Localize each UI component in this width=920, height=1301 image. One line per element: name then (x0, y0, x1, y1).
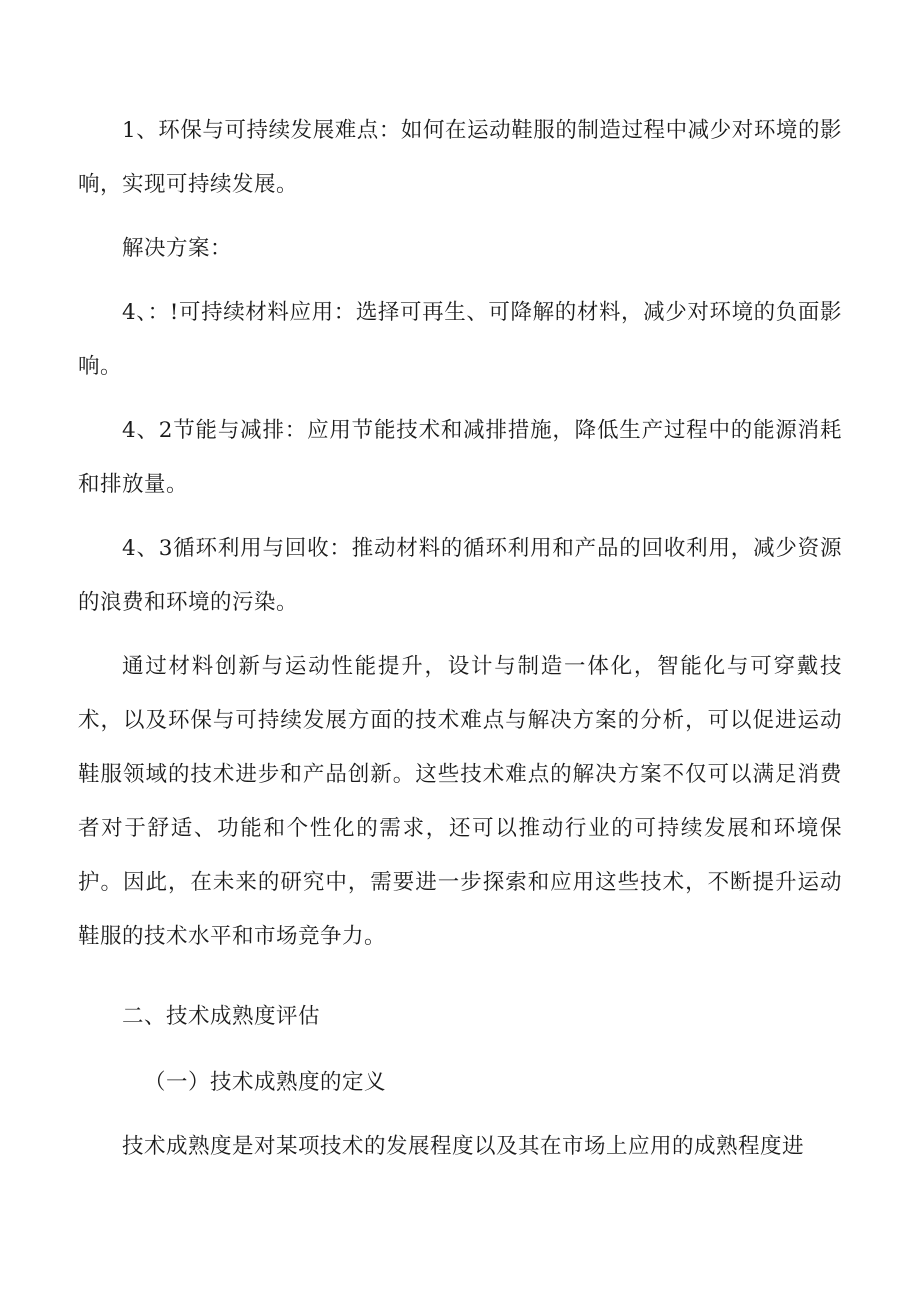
section-heading-tech-maturity: 二、技术成熟度评估 (122, 1004, 321, 1029)
paragraph-sustainable-materials: 4、：!可持续材料应用：选择可再生、可降解的材料，减少对环境的负面影响。 (78, 300, 842, 379)
paragraph-recycling: 4、3循环利用与回收：推动材料的循环利用和产品的回收利用，减少资源的浪费和环境的污染。 (78, 536, 842, 615)
paragraph-solution-label: 解决方案： (122, 236, 233, 261)
paragraph-definition: 技术成熟度是对某项技术的发展程度以及其在市场上应用的成熟程度进 (122, 1134, 805, 1159)
paragraph-env-difficulty: 1、环保与可持续发展难点：如何在运动鞋服的制造过程中减少对环境的影响，实现可持续发展。 (78, 118, 842, 197)
paragraph-energy-saving: 4、2节能与减排：应用节能技术和减排措施，降低生产过程中的能源消耗和排放量。 (78, 418, 842, 497)
subsection-heading-definition: （一）技术成熟度的定义 (144, 1070, 387, 1095)
document-page (78, 104, 842, 1174)
paragraph-summary: 通过材料创新与运动性能提升，设计与制造一体化，智能化与可穿戴技术，以及环保与可持续发展方面的技术难点与解决方案的分析，可以促进运动鞋服领域的技术进步和产品创新。这些技术难点的解决方案不仅可以满足消费者对于舒适、功能和个性化的需求，还可以推动行业的可持续发展和环境保护。因此，在未来的研究中，需要进一步探索和应用这些技术，不断提升运动鞋服的技术水平和市场竞争力。 (78, 654, 842, 949)
